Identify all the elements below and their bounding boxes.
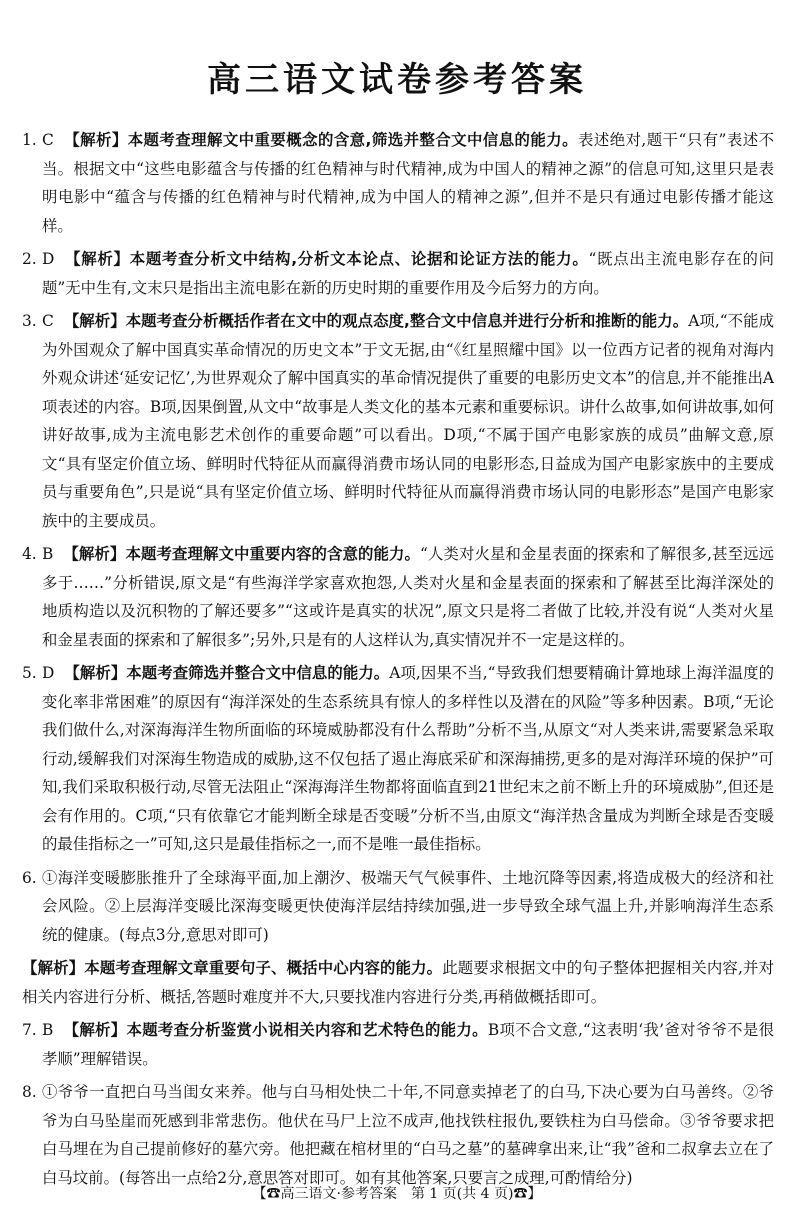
answer-letter: C [42,131,54,149]
answer-letter: C [42,312,54,330]
analysis-body: A项,“不能成为外国观众了解中国真实革命情况的历史文本”于文无据,由“《红星照耀中国》以一位西方记者的视角对海内外观众讲述‘延安记忆’,为世界观众了解中国真实的革命情况提供了重要的电影历史文本”的信息,并不能推出A项表述的内容。B项,因果倒置,从文中“故事是人类文化的基本元素和重要标识。讲什么故事,如何讲故事,如何讲好故事,成为主流电影艺术创作的重要命题”可以看出。D项,“不属于国产电影家族的成员”曲解文意,原文“具有坚定价值立场、鲜明时代特征从而赢得消费市场认同的电影形态,日益成为国产电影家族中的主要成员与重要角色”,只是说“具有坚定价值立场、鲜明时代特征从而赢得消费市场认同的电影形态”是国产电影家族中的主要成员。 [42,312,774,530]
analysis-body: “人类对火星和金星表面的探索和了解很多,甚至远远多于……”分析错误,原文是“有些海洋学家喜欢抱怨,人类对火星和金星表面的探索和了解甚至比海洋深处的地质构造以及沉积物的了解还要多”“这或许是真实的状况”,原文只是将二者做了比较,并没有说“人类对火星和金星表面的探索和了解很多”;另外,只是有的人这样认为,真实情况并不一定是这样的。 [42,545,774,649]
answer-body: ①海洋变暖膨胀推升了全球海平面,加上潮汐、极端天气气候事件、土地沉降等因素,将造成极大的经济和社会风险。②上层海洋变暖比深海变暖更快使海洋层结持续加强,进一步导致全球气温上升,并影响海洋生态系统的健康。(每点3分,意思对即可) [42,868,774,944]
page-footer: 【☎高三语文·参考答案 第 1 页(共 4 页)☎】 [252,1186,542,1202]
analysis-tag: 【解析】 [22,959,85,977]
analysis-tag: 【解析】 [63,312,126,330]
answer-letter: B [42,545,54,563]
analysis-description: 本题考查理解文中重要概念的含意,筛选并整合文中信息的能力。 [127,131,578,149]
answer-item-4 [22,540,774,654]
question-number: 2. [22,250,37,268]
analysis-description: 本题考查分析概括作者在文中的观点态度,整合文中信息并进行分析和推断的能力。 [125,312,689,330]
analysis-description: 本题考查分析鉴赏小说相关内容和艺术特色的能力。 [126,1021,488,1039]
analysis-tag: 【解析】 [63,1021,127,1039]
analysis-body: A项,因果不当,“导致我们想要精确计算地球上海洋温度的变化率非常困难”的原因有“海洋深处的生态系统具有惊人的多样性以及潜在的风险”等多种因素。B项,“无论我们做什么,对深海海洋生物所面临的环境威胁都没有什么帮助”分析不当,从原文“对人类来讲,需要紧急采取行动,缓解我们对深海生物造成的威胁,这不仅包括了遏止海底采矿和深海捕捞,更多的是对海洋环境的保护”可知,我们采取积极行动,尽管无法阻止“深海海洋生物都将面临直到21世纪末之前不断上升的环境威胁”,但还是会有作用的。C项,“只有依靠它才能判断全球是否变暖”分析不当,由原文“海洋热含量成为判断全球是否变暖的最佳指标之一”可知,这只是最佳指标之一,而不是唯一最佳指标。 [42,664,774,853]
analysis-tag: 【解析】 [64,250,130,268]
analysis-description: 本题考查理解文章重要句子、概括中心内容的能力。 [84,959,443,977]
question-number: 6. [22,868,37,887]
analysis-description: 本题考查理解文中重要内容的含意的能力。 [125,545,421,563]
answer-item-2 [22,245,774,302]
analysis-body: B项不合文意,“这表明‘我’爸对爷爷不是很孝顺”理解错误。 [42,1021,774,1068]
question-number: 1. [22,131,37,149]
answer-item-7 [22,1016,774,1073]
answer-item-8 [22,1078,774,1192]
analysis-body: 此题要求根据文中的句子整体把握相关内容,并对相关内容进行分析、概括,答题时难度并不大,只要找准内容进行分类,再稍做概括即可。 [22,959,774,1006]
answer-letter: D [42,664,55,682]
answer-item-3 [22,307,774,535]
analysis-tag: 【解析】 [64,664,127,682]
analysis-note-6 [22,954,774,1011]
analysis-tag: 【解析】 [63,131,128,149]
answer-letter: B [42,1021,54,1039]
answer-item-5 [22,659,774,859]
analysis-description: 本题考查分析文中结构,分析文本论点、论据和论证方法的能力。 [129,250,589,268]
question-number: 5. [22,664,37,682]
analysis-body: “既点出主流电影存在的问题”无中生有,文末只是指出主流电影在新的历史时期的重要作用及今后努力的方向。 [42,250,774,297]
answer-body: ①爷爷一直把白马当闺女来养。他与白马相处快二十年,不同意卖掉老了的白马,下决心要为白马善终。②爷爷为白马坠崖而死感到非常悲伤。他伏在马尸上泣不成声,他找铁柱报仇,要铁柱为白马偿命。③爷爷要求把白马埋在为自己提前修好的墓穴旁。他把藏在棺材里的“白马之墓”的墓碑拿出来,让“我”爸和二叔拿去立在了白马坟前。(每答出一点给2分,意思答对即可。如有其他答案,只要言之成理,可酌情给分) [42,1083,774,1187]
analysis-tag: 【解析】 [63,545,126,563]
question-number: 8. [22,1083,37,1101]
answer-item-6 [22,864,774,950]
question-number: 3. [22,312,37,330]
answer-letter: D [42,250,55,268]
answer-content [22,126,774,1197]
question-number: 4. [22,545,37,563]
page-title: 高三语文试卷参考答案 [207,60,587,100]
analysis-body: 表述绝对,题干“只有”表述不当。根据文中“这些电影蕴含与传播的红色精神与时代精神,成为中国人的精神之源”的信息可知,这里只是表明电影中“蕴含与传播的红色精神与时代精神,成为中国人的精神之源”,但并不是只有通过电影传播才能这样。 [42,131,774,235]
question-number: 7. [22,1021,37,1039]
answer-item-1 [22,126,774,240]
analysis-description: 本题考查筛选并整合文中信息的能力。 [126,664,390,682]
